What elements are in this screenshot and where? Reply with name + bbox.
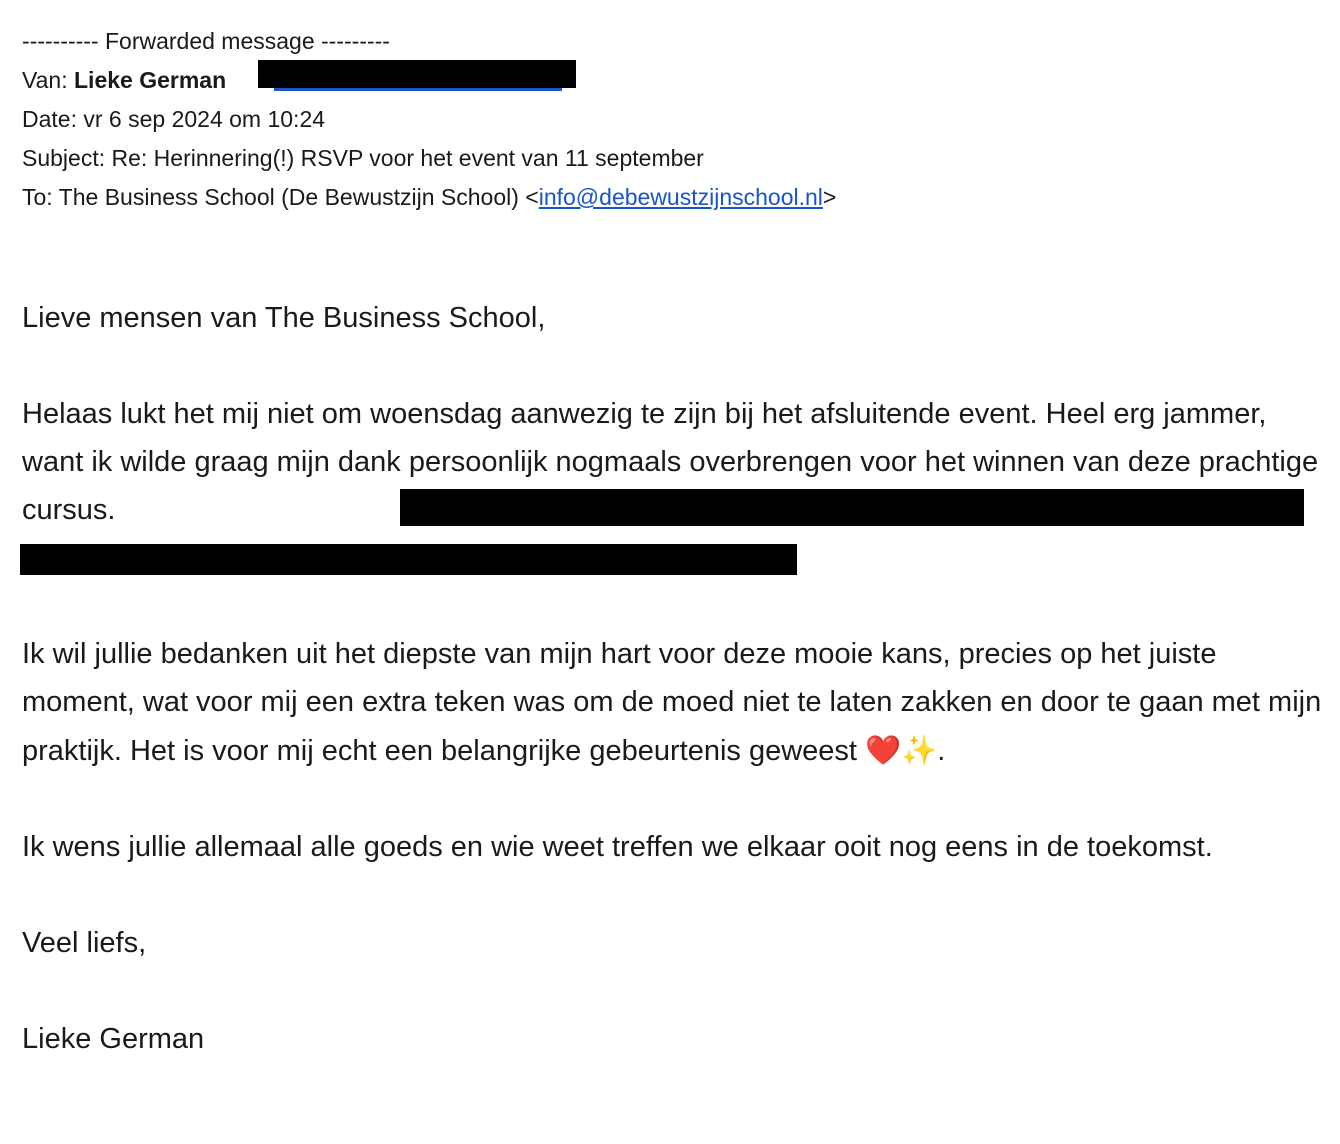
- greeting: Lieve mensen van The Business School,: [22, 302, 546, 334]
- recipient-name: The Business School (De Bewustzijn School) <: [58, 184, 539, 210]
- signature: Lieke German: [22, 1023, 205, 1055]
- body-redaction-2: [20, 544, 797, 575]
- forwarded-separator: ---------- Forwarded message ---------: [22, 28, 390, 54]
- closing: Veel liefs,: [22, 927, 147, 959]
- to-label: To:: [22, 184, 53, 210]
- recipient-close-bracket: >: [822, 184, 837, 210]
- paragraph-3: Ik wens jullie allemaal alle goeds en wie weet treffen we elkaar ooit nog eens in de toekomst.: [22, 831, 1213, 863]
- date-line: [22, 100, 836, 139]
- from-label: Van:: [22, 67, 68, 93]
- subject-label: Subject:: [22, 145, 106, 171]
- sender-email-underline: [274, 88, 562, 91]
- date-value: vr 6 sep 2024 om 10:24: [83, 106, 326, 132]
- subject-line: [22, 139, 836, 178]
- date-label: Date:: [22, 106, 77, 132]
- email-body: [22, 294, 1322, 1111]
- paragraph-2-end: .: [937, 735, 946, 767]
- recipient-email-link[interactable]: info@debewustzijnschool.nl: [538, 184, 823, 210]
- paragraph-2: [22, 630, 1322, 775]
- forwarded-header: [22, 22, 836, 217]
- sender-email-redaction: [258, 60, 576, 88]
- to-line: [22, 178, 836, 217]
- paragraph-2-text: Ik wil jullie bedanken uit het diepste van mijn hart voor deze mooie kans, precies op het juiste moment, wat voor mij een extra teken was om de moed niet te laten zakken en door te gaan met mijn praktijk. Het is voor mij echt een belangrijke gebeurtenis geweest: [22, 638, 1322, 767]
- heart-icon: ❤️: [865, 733, 902, 767]
- sender-name: Lieke German: [74, 67, 227, 93]
- sparkles-icon: ✨: [901, 733, 938, 767]
- paragraph-1: Helaas lukt het mij niet om woensdag aanwezig te zijn bij het afsluitende event. Heel erg jammer, want ik wilde graag mijn dank persoonlijk nogmaals overbrengen voor het winnen van deze prachtige cursus.: [22, 398, 1319, 526]
- subject-value: Re: Herinnering(!) RSVP voor het event van 11 september: [111, 145, 704, 171]
- body-redaction-1: [400, 489, 1304, 526]
